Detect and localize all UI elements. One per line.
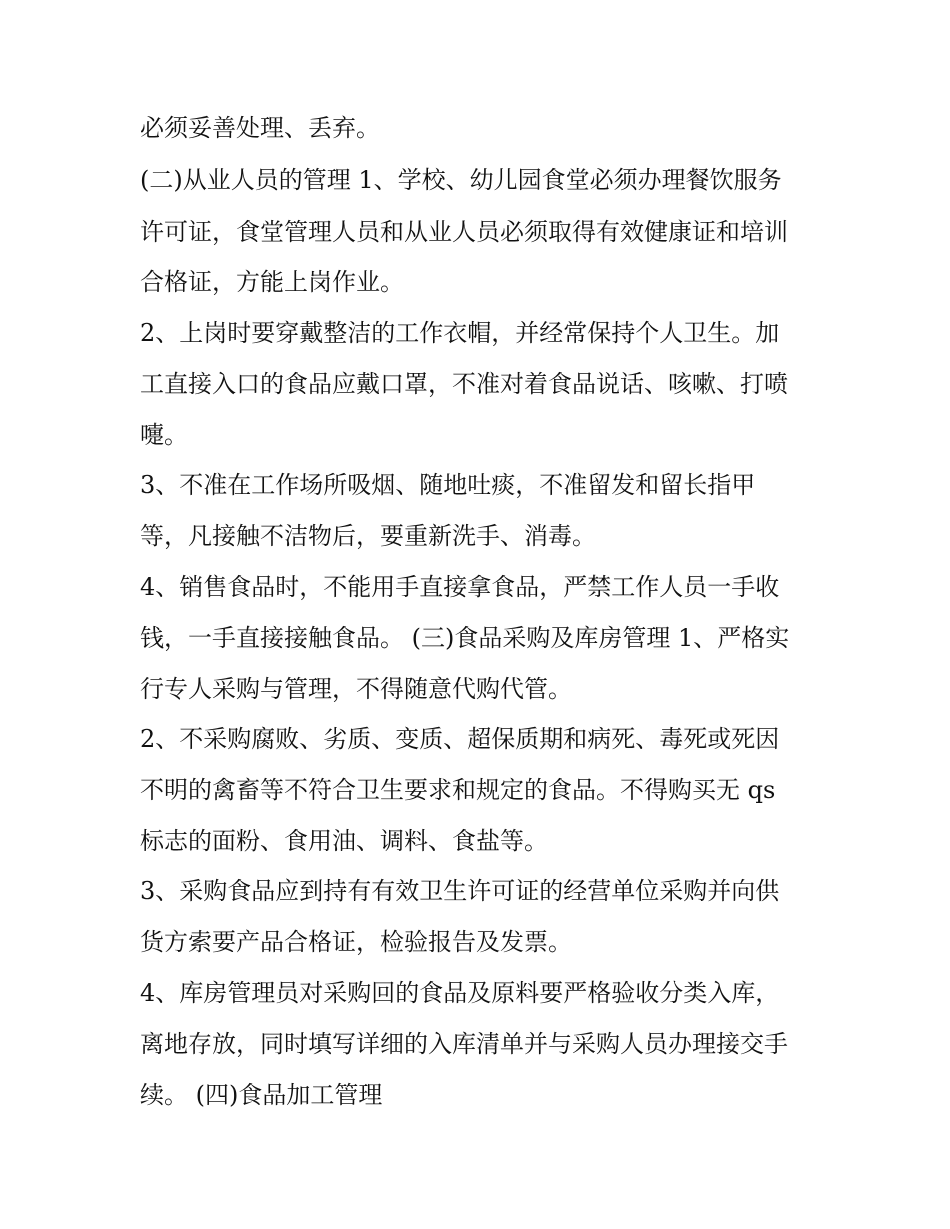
text-line: 4、库房管理员对采购回的食品及原料要严格验收分类入库， — [140, 979, 780, 1007]
text-line: 3、采购食品应到持有有效卫生许可证的经营单位采购并向供 — [140, 877, 780, 905]
text-line: 行专人采购与管理，不得随意代购代管。 — [140, 675, 572, 703]
text-line: 等，凡接触不洁物后，要重新洗手、消毒。 — [140, 522, 596, 550]
text-line: 2、不采购腐败、劣质、变质、超保质期和病死、毒死或死因 — [140, 725, 780, 753]
text-line: 合格证，方能上岗作业。 — [140, 268, 404, 296]
text-line: 标志的面粉、食用油、调料、食盐等。 — [140, 827, 548, 855]
text-line: 货方索要产品合格证，检验报告及发票。 — [140, 928, 572, 956]
text-line: 不明的禽畜等不符合卫生要求和规定的食品。不得购买无 qs — [140, 776, 776, 804]
text-line: 许可证，食堂管理人员和从业人员必须取得有效健康证和培训 — [140, 218, 788, 246]
text-line: 4、销售食品时，不能用手直接拿食品，严禁工作人员一手收 — [140, 573, 780, 601]
text-line: 必须妥善处理、丢弃。 — [140, 114, 380, 142]
text-line: 3、不准在工作场所吸烟、随地吐痰，不准留发和留长指甲 — [140, 471, 756, 499]
text-line: 2、上岗时要穿戴整洁的工作衣帽，并经常保持个人卫生。加 — [140, 319, 780, 347]
text-line: 钱，一手直接接触食品。 (三)食品采购及库房管理 1、严格实 — [140, 624, 790, 652]
text-line: 续。 (四)食品加工管理 — [140, 1081, 383, 1109]
text-line: (二)从业人员的管理 1、学校、幼儿园食堂必须办理餐饮服务 — [140, 166, 782, 194]
text-line: 离地存放，同时填写详细的入库清单并与采购人员办理接交手 — [140, 1030, 788, 1058]
text-line: 工直接入口的食品应戴口罩，不准对着食品说话、咳嗽、打喷 — [140, 370, 788, 398]
text-line: 嚏。 — [140, 421, 188, 449]
